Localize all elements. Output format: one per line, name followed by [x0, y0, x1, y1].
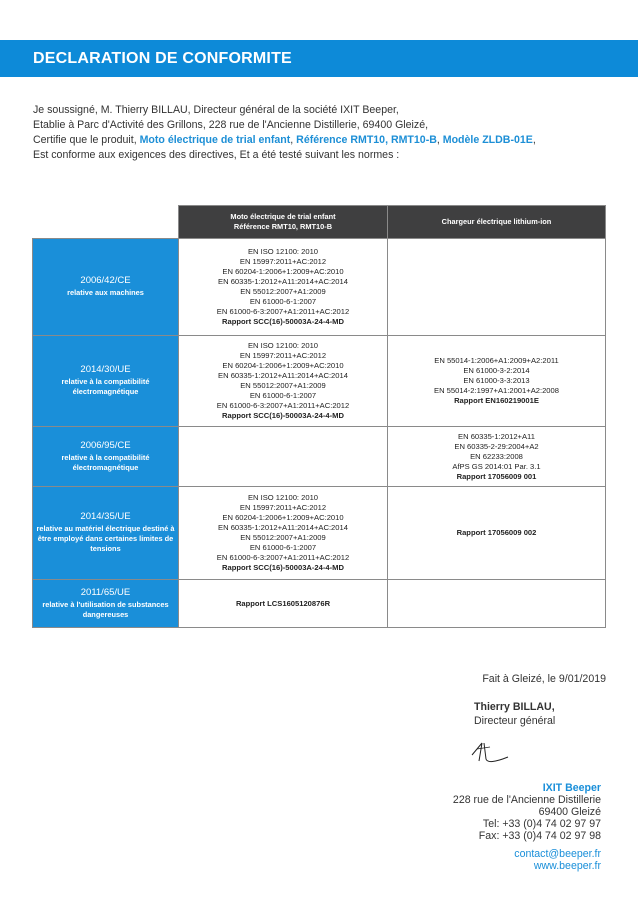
table-body: [33, 239, 606, 628]
table-header-row: [33, 206, 606, 239]
test-report-number: Rapport 17056009 002: [456, 528, 537, 537]
company-address: [453, 782, 601, 872]
website-link[interactable]: www.beeper.fr: [533, 860, 601, 872]
document-title: DECLARATION DE CONFORMITE: [33, 50, 292, 67]
address-city: 69400 Gleizé: [538, 806, 601, 818]
standard-entry: EN 61000-3-2:2014: [463, 366, 530, 375]
standard-entry: EN 60335-1:2012+A11:2014+AC:2014: [218, 371, 348, 380]
signer-title: Directeur général: [474, 715, 556, 727]
directive-cell: [33, 580, 179, 628]
motorcycle-standards-cell: [179, 487, 388, 580]
standard-entry: EN 60335-1:2012+A11: [458, 431, 535, 441]
intro-paragraph: [33, 103, 613, 163]
test-report-number: Rapport 17056009 001: [456, 471, 537, 481]
intro-line-2: Etablie à Parc d'Activité des Grillons, 228 rue de l'Ancienne Distillerie, 69400 Gleizé,: [33, 119, 429, 131]
standard-entry: EN 15997:2011+AC:2012: [239, 351, 327, 360]
standard-entry: EN 61000-6-3:2007+A1:2011+AC:2012: [216, 553, 350, 562]
motorcycle-standards-cell: [179, 336, 388, 427]
test-report-number: Rapport SCC(16)-50003A-24-4-MD: [222, 411, 344, 420]
product-name: Moto électrique de trial enfant: [139, 134, 291, 146]
directive-description: relative à la compatibilité électromagnétique: [61, 452, 150, 472]
table-row: [33, 336, 606, 427]
motorcycle-standards-cell: [179, 239, 388, 336]
header-motorcycle-title: Moto électrique de trial enfant: [230, 212, 336, 221]
directive-description: relative aux machines: [67, 288, 144, 297]
test-report-number: Rapport LCS1605120876R: [235, 598, 331, 608]
intro-line-3: [33, 133, 613, 148]
motorcycle-standards-cell: [179, 427, 388, 487]
standard-entry: EN 55012:2007+A1:2009: [240, 287, 326, 296]
directive-description: relative à la compatibilité électromagnétique: [61, 377, 150, 396]
charger-standards-cell: [388, 580, 606, 628]
directive-description: relative à l'utilisation de substances dangereuses: [42, 599, 169, 619]
empty-header-cell: [33, 206, 179, 239]
signer-block: [474, 700, 555, 728]
address-phone: Tel: +33 (0)4 74 02 97 97: [482, 818, 601, 830]
motorcycle-standards-cell: [179, 580, 388, 628]
standard-entry: EN 60204-1:2006+1:2009+AC:2010: [222, 361, 344, 370]
standard-entry: EN 55012:2007+A1:2009: [240, 533, 326, 542]
address-street: 228 rue de l'Ancienne Distillerie: [452, 794, 601, 806]
directive-code: 2011/65/UE: [80, 586, 131, 598]
standard-entry: EN 61000-6-3:2007+A1:2011+AC:2012: [216, 307, 350, 316]
address-fax: Fax: +33 (0)4 74 02 97 98: [478, 830, 601, 842]
charger-standards-cell: [388, 427, 606, 487]
test-report-number: Rapport SCC(16)-50003A-24-4-MD: [222, 317, 344, 326]
standard-entry: EN 55014-2:1997+A1:2001+A2:2008: [434, 386, 559, 395]
standard-entry: EN 60335-1:2012+A11:2014+AC:2014: [218, 277, 348, 286]
header-motorcycle-reference: Référence RMT10, RMT10-B: [233, 222, 333, 231]
directive-cell: [33, 336, 179, 427]
signer-name: Thierry BILLAU,: [474, 701, 555, 713]
standard-entry: EN ISO 12100: 2010: [247, 341, 319, 350]
directive-description: relative au matériel électrique destiné à être employé dans certaines limites de tensions: [36, 524, 175, 553]
standard-entry: EN 61000-6-1:2007: [249, 543, 317, 552]
table-row: [33, 239, 606, 336]
standard-entry: EN 61000-3-3:2013: [463, 376, 530, 385]
charger-standards-cell: [388, 487, 606, 580]
header-motorcycle: [179, 206, 388, 239]
table-row: [33, 487, 606, 580]
directive-cell: [33, 427, 179, 487]
company-name: IXIT Beeper: [542, 782, 601, 794]
standard-entry: EN 61000-6-1:2007: [249, 391, 317, 400]
product-model: Modèle ZLDB-01E: [442, 134, 533, 146]
directive-code: 2014/30/UE: [80, 364, 131, 375]
separator: ,: [290, 134, 297, 146]
standard-entry: EN 15997:2011+AC:2012: [239, 257, 327, 266]
standard-entry: EN 15997:2011+AC:2012: [239, 503, 327, 512]
directive-code: 2006/42/CE: [80, 275, 131, 286]
standard-entry: EN ISO 12100: 2010: [247, 247, 319, 256]
directive-code: 2014/35/UE: [80, 511, 131, 522]
standard-entry: EN 62233:2008: [470, 451, 523, 461]
handwritten-signature: [468, 735, 528, 767]
table-row: [33, 427, 606, 487]
conformity-table: [32, 205, 606, 628]
intro-line-1: Je soussigné, M. Thierry BILLAU, Directeur général de la société IXIT Beeper,: [33, 104, 399, 116]
standard-entry: EN 60335-2-29:2004+A2: [454, 441, 539, 451]
charger-standards-cell: [388, 336, 606, 427]
product-reference: Référence RMT10, RMT10-B: [296, 134, 437, 146]
header-charger: Chargeur électrique lithium-ion: [388, 206, 606, 239]
standard-entry: EN 60335-1:2012+A11:2014+AC:2014: [218, 523, 348, 532]
standard-entry: EN 55014-1:2006+A1:2009+A2:2011: [434, 356, 559, 365]
standard-entry: EN 60204-1:2006+1:2009+AC:2010: [222, 513, 344, 522]
directive-code: 2006/95/CE: [80, 439, 131, 451]
standard-entry: EN 61000-6-1:2007: [249, 297, 317, 306]
charger-standards-cell: [388, 239, 606, 336]
table-row: [33, 580, 606, 628]
standard-entry: EN 60204-1:2006+1:2009+AC:2010: [222, 267, 344, 276]
title-banner: [0, 40, 638, 77]
test-report-number: Rapport SCC(16)-50003A-24-4-MD: [222, 563, 344, 572]
standard-entry: EN ISO 12100: 2010: [247, 493, 319, 502]
separator: ,: [436, 134, 443, 146]
standard-entry: EN 61000-6-3:2007+A1:2011+AC:2012: [216, 401, 350, 410]
standard-entry: EN 55012:2007+A1:2009: [240, 381, 326, 390]
intro-line-4: Est conforme aux exigences des directives, Et a été testé suivant les normes :: [33, 149, 400, 161]
standard-entry: AfPS GS 2014:01 Par. 3.1: [452, 461, 541, 471]
directive-cell: [33, 487, 179, 580]
directive-cell: [33, 239, 179, 336]
place-and-date: Fait à Gleizé, le 9/01/2019: [482, 673, 606, 685]
intro-certify-text: Certifie que le produit,: [33, 134, 140, 146]
separator: ,: [532, 134, 536, 146]
test-report-number: Rapport EN160219001E: [454, 396, 539, 405]
contact-email-link[interactable]: contact@beeper.fr: [514, 848, 601, 860]
